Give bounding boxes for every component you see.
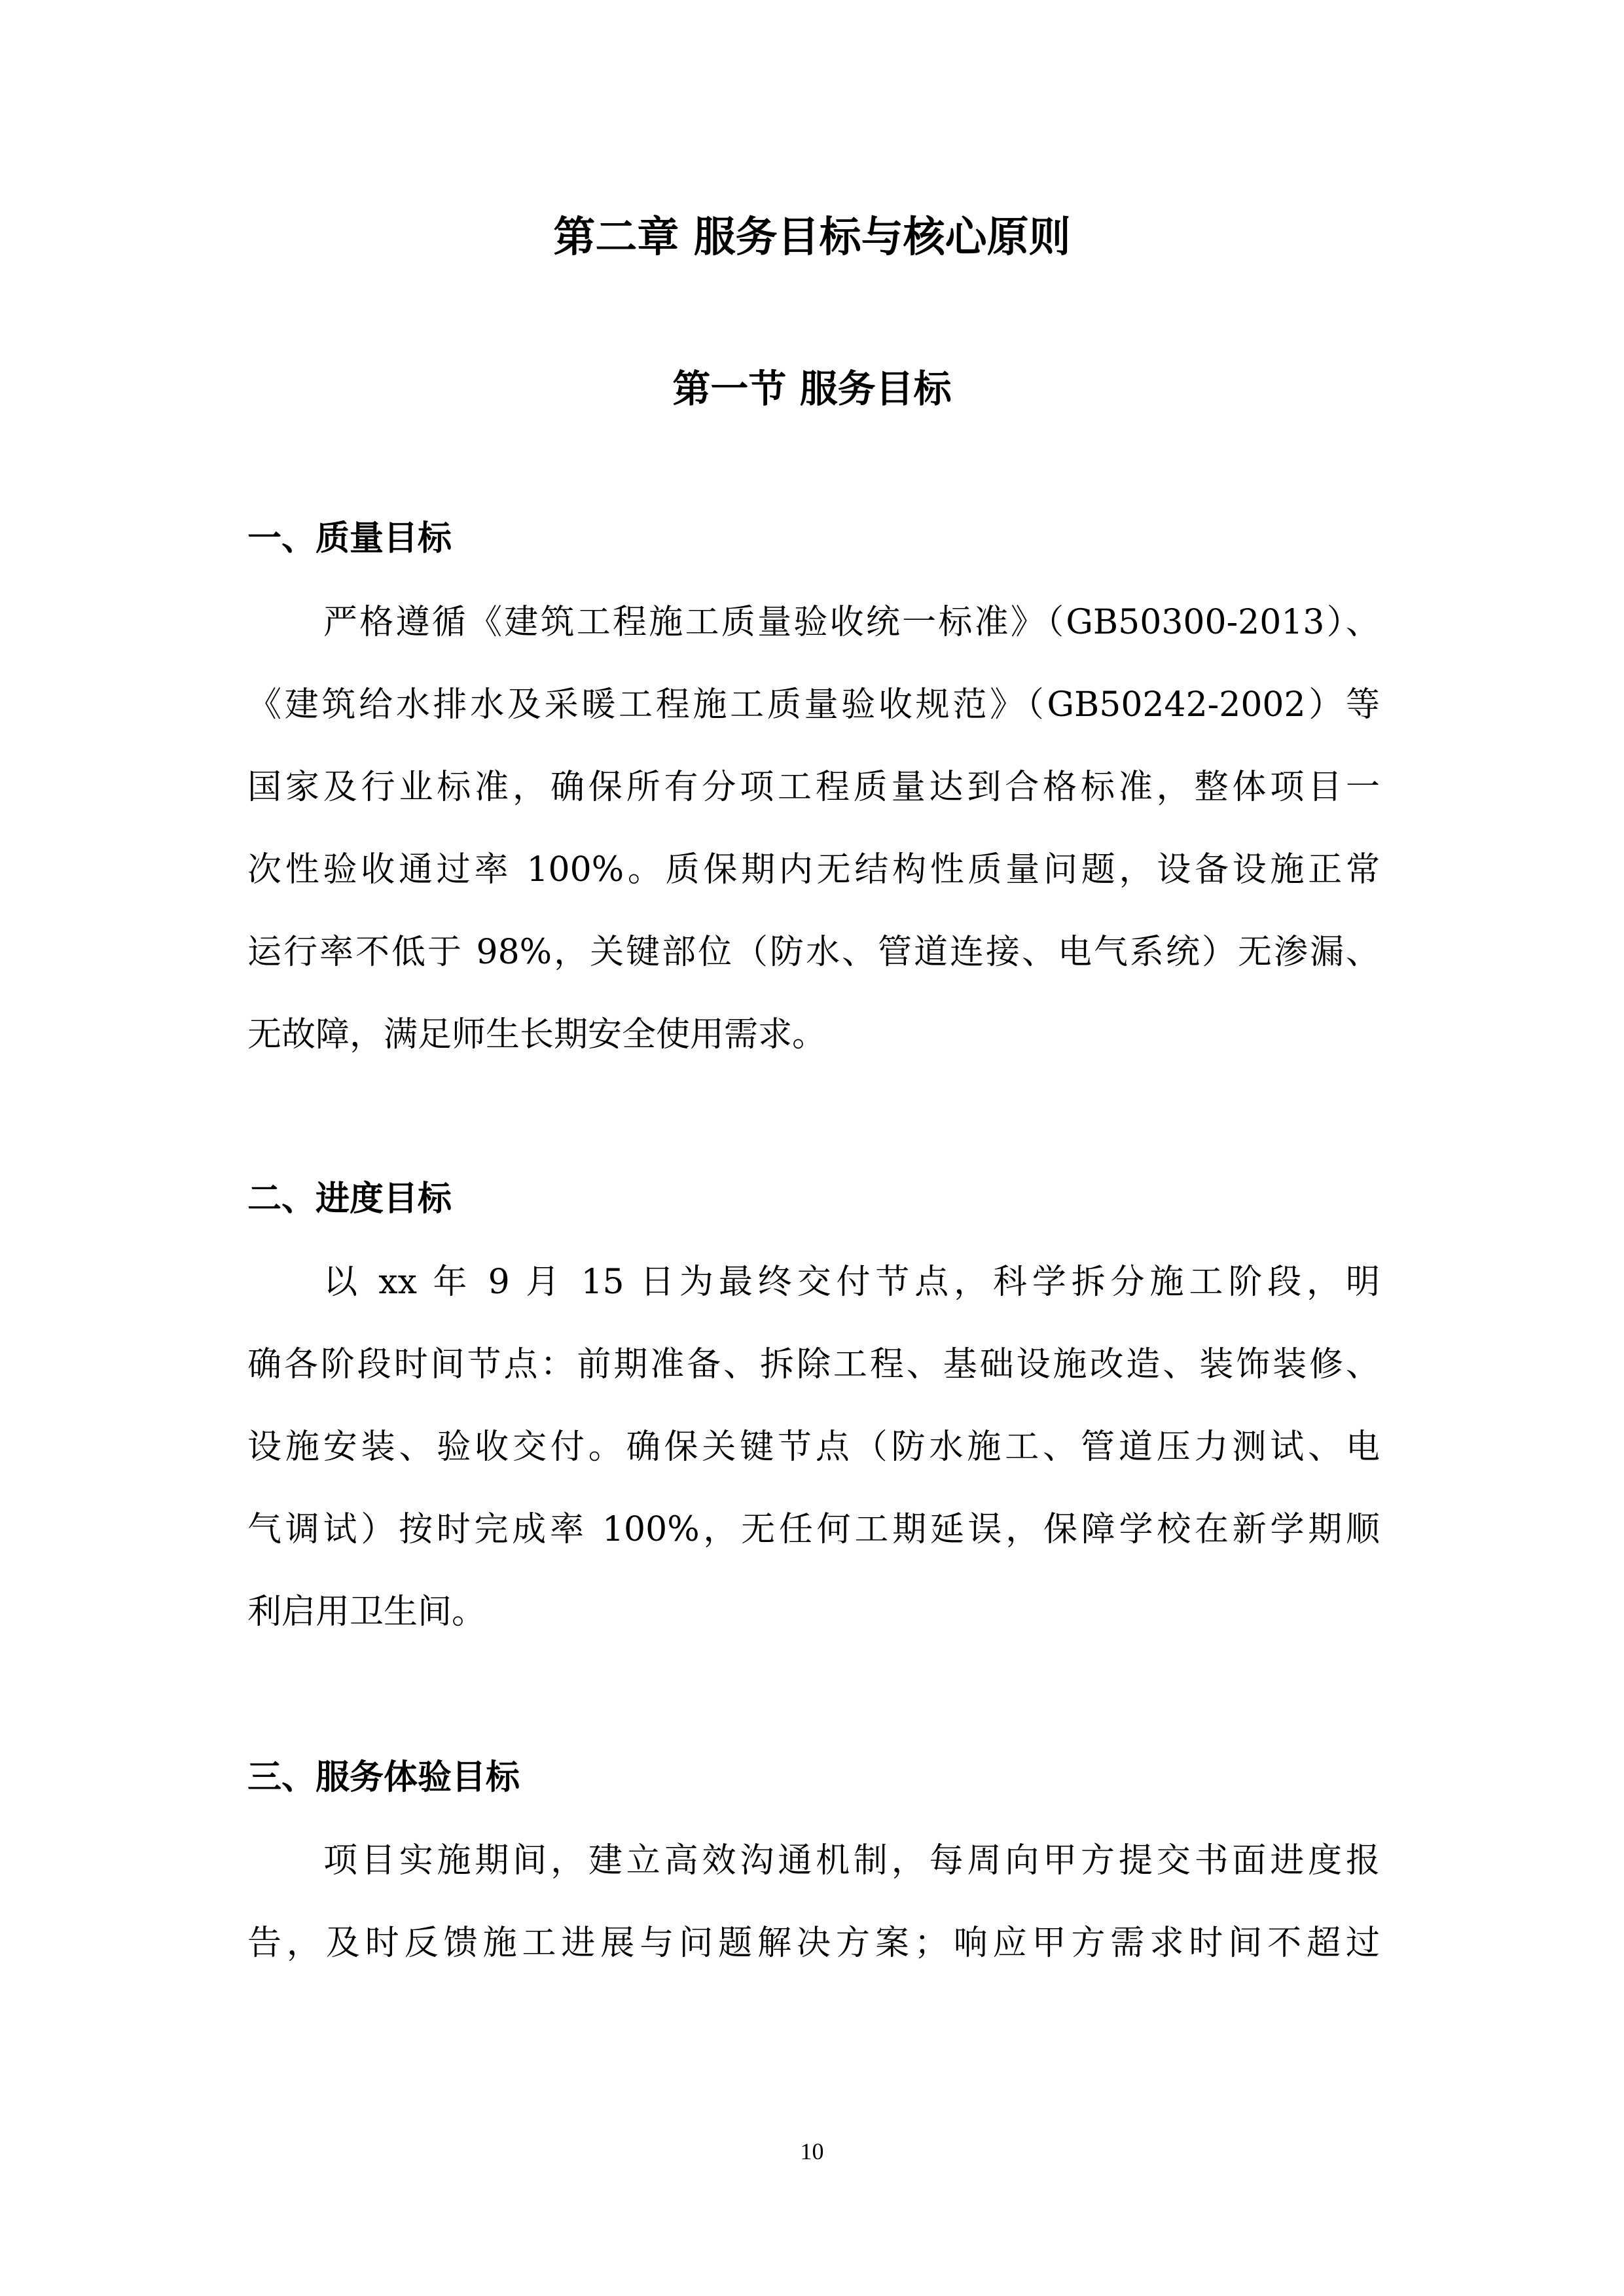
paragraph-line: 无故障，满足师生长期安全使用需求。: [247, 1015, 827, 1054]
chapter-title: 第二章 服务目标与核心原则: [553, 213, 1071, 262]
section-title: 第一节 服务目标: [672, 367, 952, 411]
quality-goal-paragraph: [247, 581, 1380, 1076]
paragraph-line: 告，及时反馈施工进展与问题解决方案；响应甲方需求时间不超过: [247, 1924, 1380, 1963]
paragraph-line: 利启用卫生间。: [247, 1592, 486, 1632]
paragraph-line: 运行率不低于 98%，关键部位（防水、管道连接、电气系统）无渗漏、: [247, 933, 1380, 972]
service-experience-goal-heading: 三、服务体验目标: [247, 1757, 520, 1797]
paragraph-line: 气调试）按时完成率 100%，无任何工期延误，保障学校在新学期顺: [247, 1510, 1380, 1549]
paragraph-line: 严格遵循《建筑工程施工质量验收统一标准》（GB50300-2013）、: [323, 603, 1380, 642]
paragraph-line: 次性验收通过率 100%。质保期内无结构性质量问题，设备设施正常: [247, 850, 1380, 889]
paragraph-line: 以 xx 年 9 月 15 日为最终交付节点，科学拆分施工阶段，明: [323, 1263, 1380, 1302]
page-number: 10: [800, 2138, 824, 2164]
schedule-goal-heading: 二、进度目标: [247, 1179, 452, 1219]
schedule-goal-paragraph: [247, 1241, 1380, 1653]
paragraph-line: 项目实施期间，建立高效沟通机制，每周向甲方提交书面进度报: [323, 1841, 1380, 1880]
paragraph-line: 设施安装、验收交付。确保关键节点（防水施工、管道压力测试、电: [247, 1427, 1380, 1467]
service-experience-goal-paragraph: [247, 1820, 1380, 1984]
quality-goal-heading: 一、质量目标: [247, 518, 452, 558]
paragraph-line: 《建筑给水排水及采暖工程施工质量验收规范》（GB50242-2002）等: [247, 685, 1380, 725]
paragraph-line: 确各阶段时间节点：前期准备、拆除工程、基础设施改造、装饰装修、: [247, 1345, 1380, 1384]
paragraph-line: 国家及行业标准，确保所有分项工程质量达到合格标准，整体项目一: [247, 768, 1380, 807]
